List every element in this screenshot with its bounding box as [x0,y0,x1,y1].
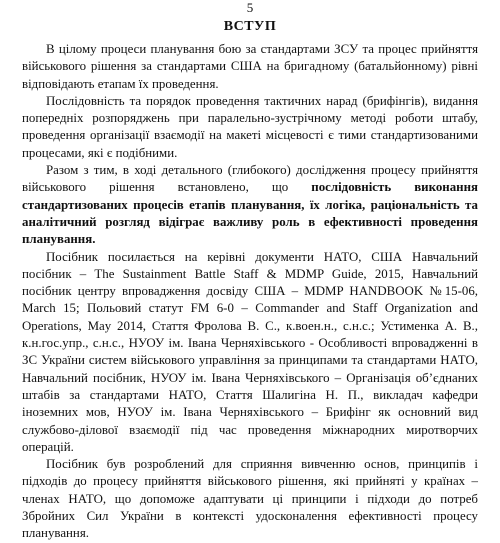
paragraph-3-text: Разом з тим, в ході детального (глибокого) дослідження процесу прийняття військового рішення встановлено, що [22,163,478,195]
page-number: 5 [246,0,254,15]
paragraph-3-bold-text: послідовність виконання стандартизованих процесів етапів планування, їх логіка, раціональність та аналітичний розгляд відіграє важливу роль в ефективності проведення планування. [22,180,478,247]
document-body [22,41,478,543]
section-heading: ВСТУП [223,19,277,34]
paragraph-3 [22,162,478,248]
paragraph-5: Посібник був розроблений для сприяння вивченню основ, принципів і підходів до процесу прийняття військового рішення, які прийняті у країнах – членах НАТО, що допоможе адаптувати ці принципи і підходи до потреб Збройних Сил України в контексті удосконалення ефективності процесу планування. [22,457,478,541]
paragraph-4: Посібник посилається на керівні документи НАТО, США Навчальний посібник – The Sustainment Battle Staff & MDMP Guide, 2015, Навчальний посібник центру впровадження досвіду США – MDMP HANDBOOK №15-06, March 15; Польовий статут FM 6-0 – Commander and Staff Organization and Operations, May 2014, Стаття Фролова В. С., к.воен.н., с.н.с.; Устименка А. В., к.н.гос.упр., с.н.с., НУОУ ім. Івана Черняхівського - Особливості впровадженні в ЗС України систем військового управління за принципами та стандартами НАТО, Навчальний посібник, НУОУ ім. Івана Черняхівського – Організація об’єднаних штабів за стандартами НАТО, Стаття Шалигіна Н. П., викладач кафедри іноземних мов, НУОУ ім. Івана Черняхівського – Брифінг як основний вид службово-ділової взаємодії під час проведення міжнародних миротворчих операцій. [22,249,478,454]
paragraph-2: Послідовність та порядок проведення тактичних нарад (брифінгів), видання попередніх розпоряджень при паралельно-зустрічному методі роботи штабу, проведення організації взаємодії на макеті місцевості є тими стандартизованими процесами, які є подібними. [22,93,478,160]
paragraph-1: В цілому процеси планування бою за стандартами ЗСУ та процес прийняття військового рішення за стандартами США на бригадному (батальйонному) рівні відповідають етапам їх проведення. [22,42,478,91]
